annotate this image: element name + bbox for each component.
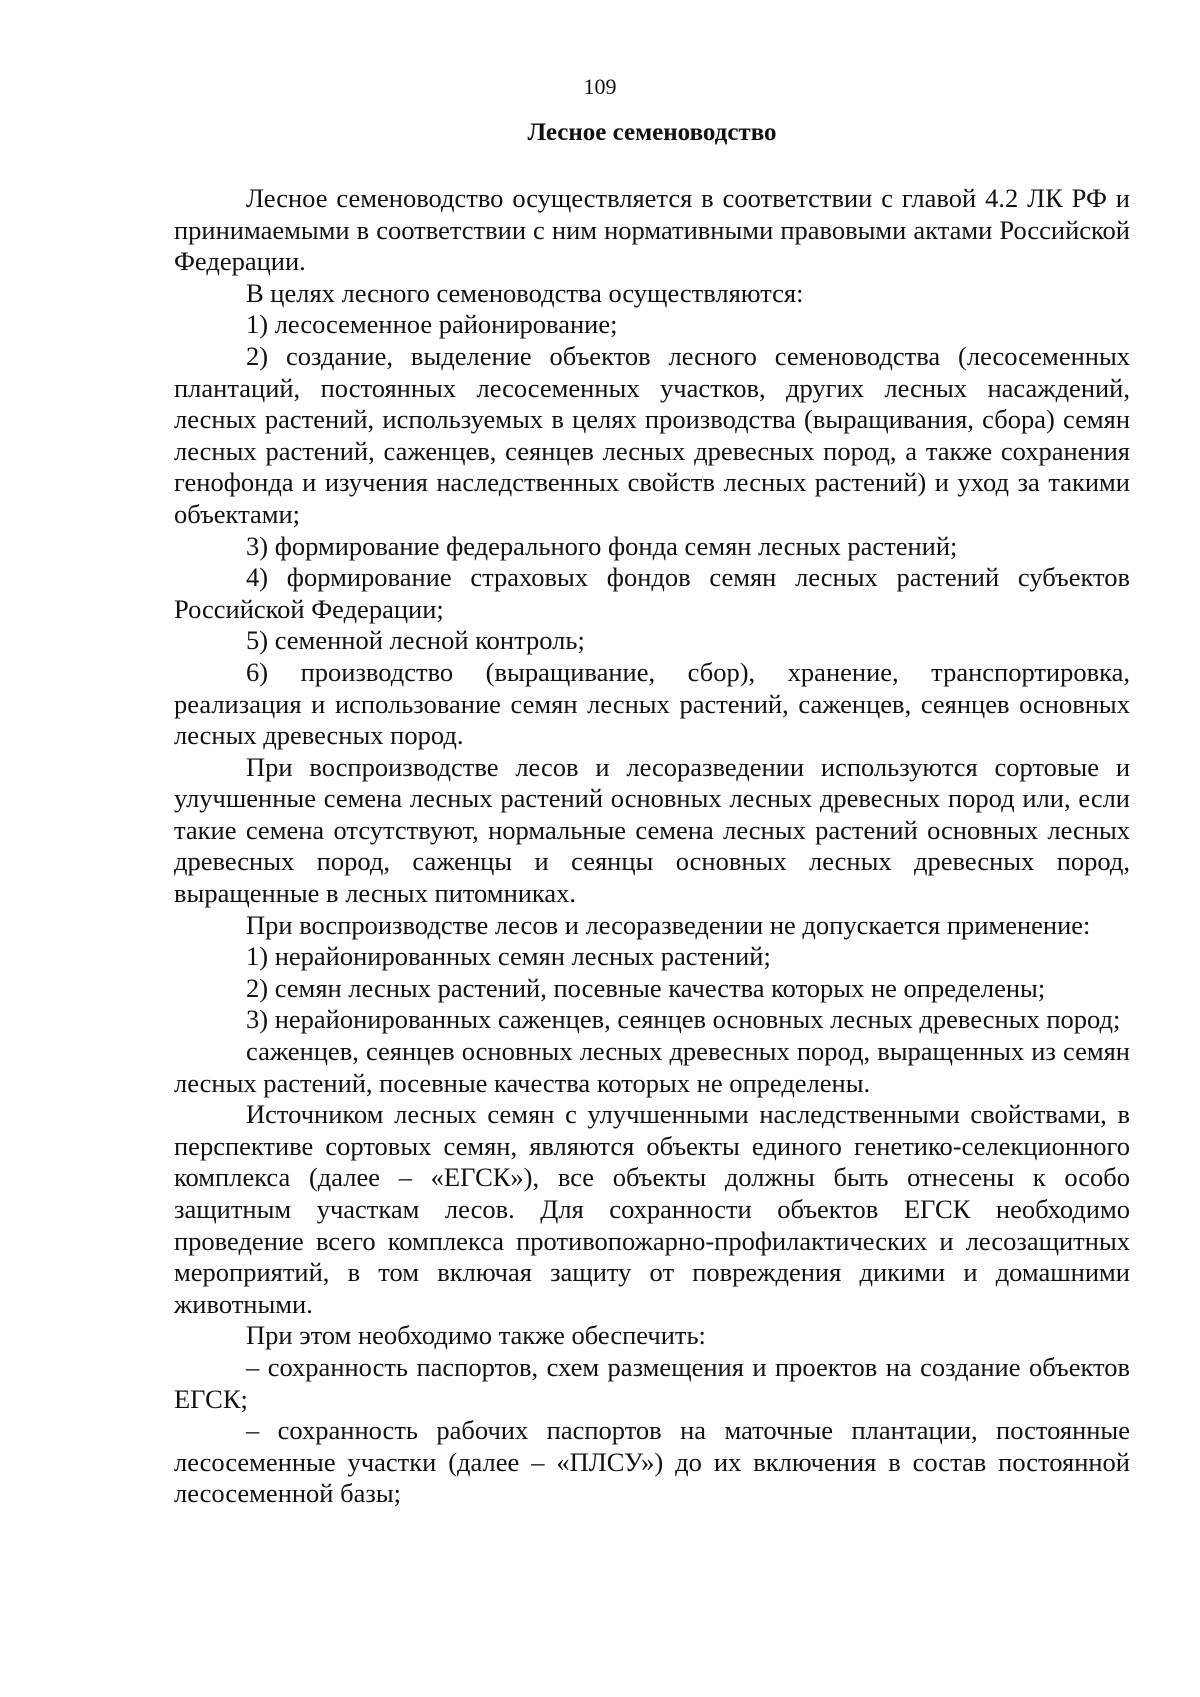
list-item: саженцев, сеянцев основных лесных древесных пород, выращенных из семян лесных растений, посевные качества которых не определены. [174, 1036, 1130, 1098]
paragraph: Лесное семеноводство осуществляется в соответствии с главой 4.2 ЛК РФ и принимаемыми в соответствии с ним нормативными правовыми актами Российской Федерации. [174, 183, 1130, 277]
paragraph: Источником лесных семян с улучшенными наследственными свойствами, в перспективе сортовых семян, являются объекты единого генетико-селекционного комплекса (далее – «ЕГСК»), все объекты должны быть отнесены к особо защитным участкам лесов. Для сохранности объектов ЕГСК необходимо проведение всего комплекса противопожарно-профилактических и лесозащитных мероприятий, в том включая защиту от повреждения дикими и домашними животными. [174, 1099, 1130, 1319]
paragraph: При воспроизводстве лесов и лесоразведении не допускается применение: [246, 909, 1091, 940]
list-item: 1) нерайонированных семян лесных растений; [246, 941, 771, 972]
list-item: – сохранность паспортов, схем размещения и проектов на создание объектов ЕГСК; [174, 1351, 1130, 1414]
list-item: 2) создание, выделение объектов лесного семеноводства (лесосеменных плантаций, постоянных лесосеменных участков, других лесных насаждений, лесных растений, используемых в целях производства (выращивания, сбора) семян лесных растений, саженцев, сеянцев лесных древесных пород, а также сохранения генофонда и изучения наследственных свойств лесных растений) и уход за такими объектами; [174, 340, 1130, 529]
list-item: 2) семян лесных растений, посевные качества которых не определены; [246, 972, 1046, 1003]
list-item: 3) формирование федерального фонда семян лесных растений; [246, 530, 958, 561]
list-item: 5) семенной лесной контроль; [246, 625, 585, 656]
paragraph: В целях лесного семеноводства осуществляются: [246, 277, 804, 308]
list-item: 3) нерайонированных саженцев, сеянцев основных лесных древесных пород; [246, 1004, 1121, 1035]
page-number: 109 [583, 74, 617, 99]
list-item: 1) лесосеменное районирование; [246, 309, 618, 340]
list-item: 4) формирование страховых фондов семян лесных растений субъектов Российской Федерации; [174, 562, 1130, 624]
list-item: – сохранность рабочих паспортов на маточные плантации, постоянные лесосеменные участки (далее – «ПЛСУ») до их включения в состав постоянной лесосеменной базы; [174, 1415, 1130, 1509]
document-body [174, 183, 1130, 1510]
list-item: 6) производство (выращивание, сбор), хранение, транспортировка, реализация и использование семян лесных растений, саженцев, сеянцев основных лесных древесных пород. [174, 656, 1130, 751]
section-title: Лесное семеноводство [527, 119, 777, 146]
paragraph: При этом необходимо также обеспечить: [246, 1320, 706, 1351]
paragraph: При воспроизводстве лесов и лесоразведении используются сортовые и улучшенные семена лесных растений основных лесных древесных пород или, если такие семена отсутствуют, нормальные семена лесных растений основных лесных древесных пород, саженцы и сеянцы основных лесных древесных пород, выращенные в лесных питомниках. [174, 751, 1130, 909]
